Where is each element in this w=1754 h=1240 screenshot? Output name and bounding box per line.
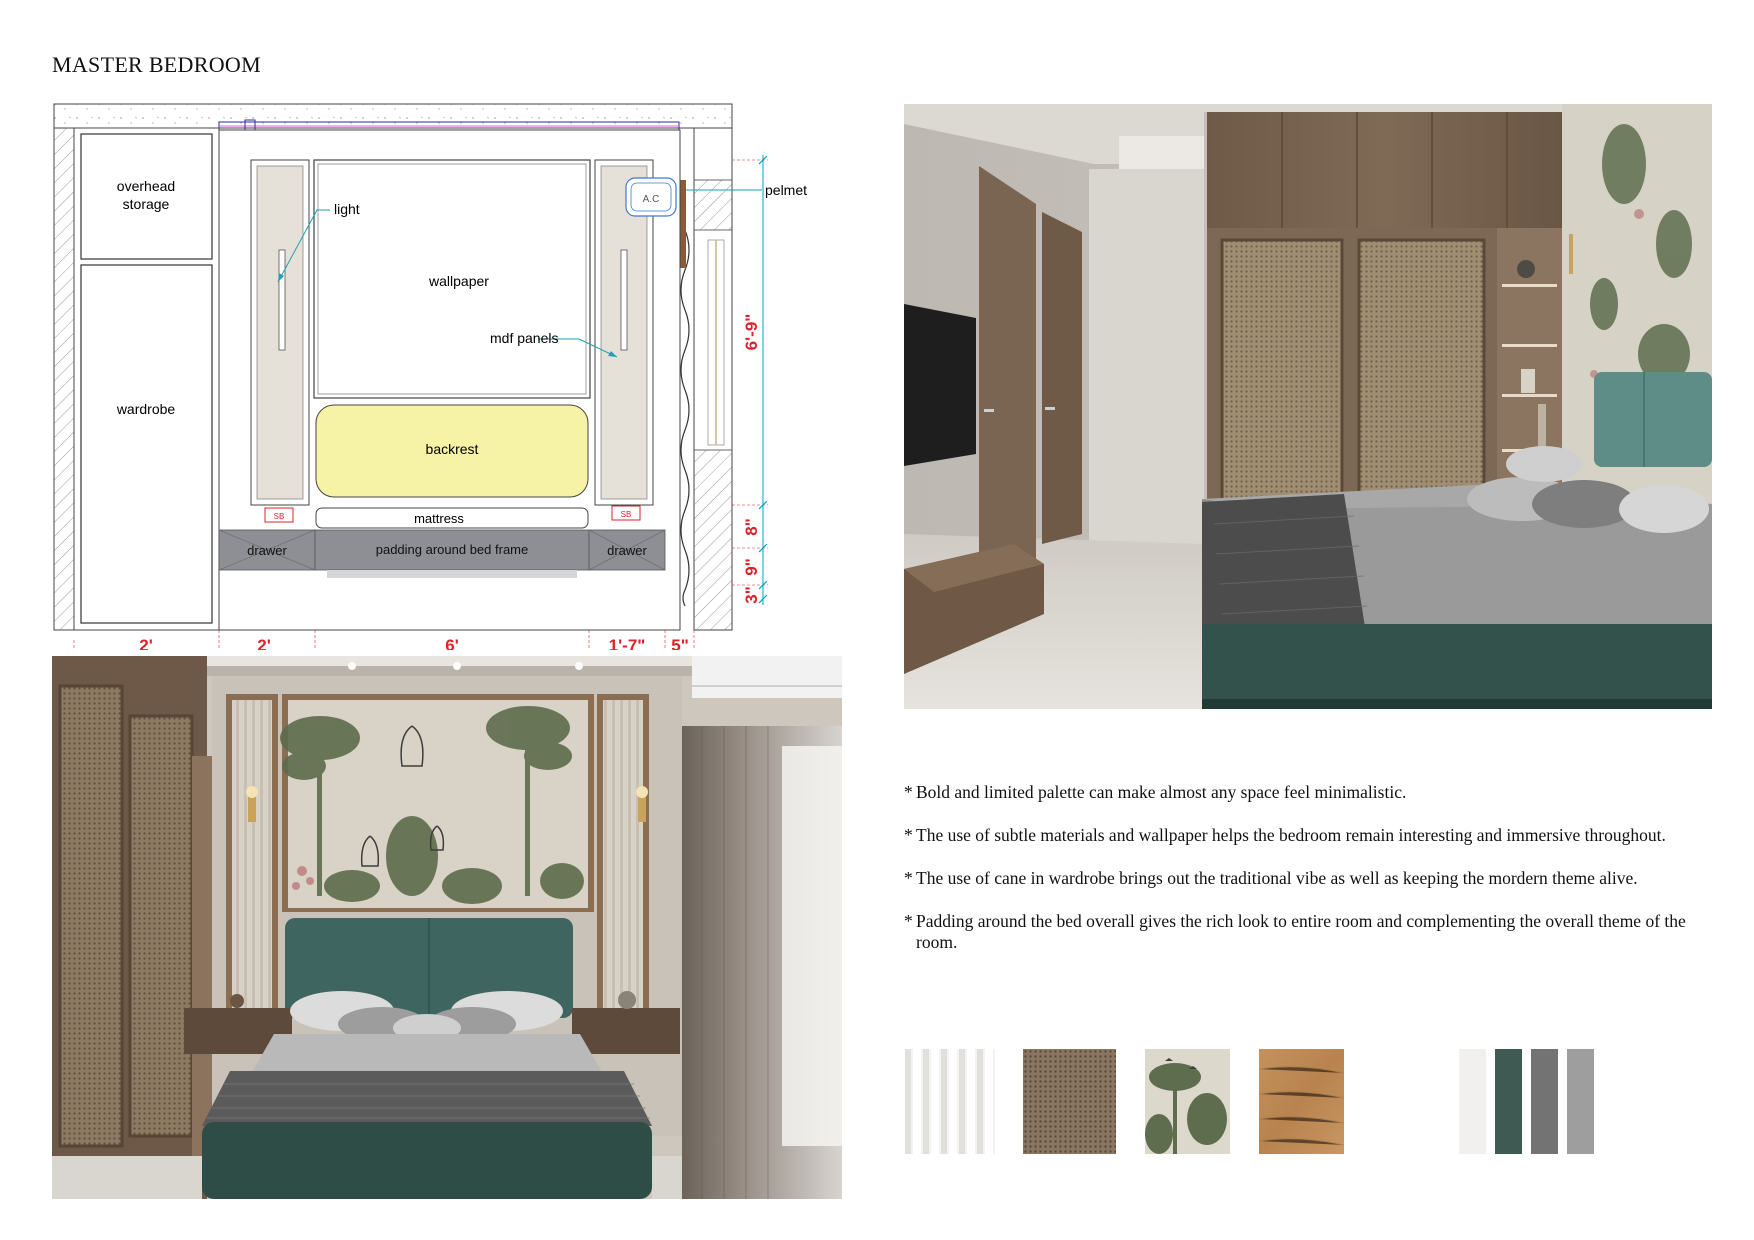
drawer-left-label: drawer — [247, 543, 287, 558]
curtain-line — [681, 230, 689, 606]
pelmet-label: pelmet — [765, 182, 808, 198]
bedroom-front-view-render — [52, 656, 842, 1199]
wall-light-right — [621, 250, 627, 350]
dim-side-panel: 2' — [257, 636, 271, 650]
note-text: Padding around the bed overall gives the rich look to entire room and complementing the overall theme of the room. — [916, 911, 1686, 952]
cane-weave-swatch — [1023, 1049, 1116, 1154]
overhead-storage-label-2: storage — [122, 196, 170, 212]
padding-label: padding around bed frame — [375, 542, 529, 557]
note-bullet: * — [904, 782, 913, 802]
dim-height-8: 8" — [742, 518, 761, 536]
dim-curtain: 5" — [671, 636, 689, 650]
color-palette — [1459, 1049, 1594, 1154]
note-item — [904, 868, 1694, 889]
note-bullet: * — [904, 911, 913, 931]
dim-height-9: 9" — [742, 558, 761, 576]
drawer-right-label: drawer — [607, 543, 647, 558]
backrest-label: backrest — [425, 441, 479, 457]
note-item — [904, 782, 1694, 803]
note-bullet: * — [904, 868, 913, 888]
note-text: The use of subtle materials and wallpaper helps the bedroom remain interesting and immersive throughout. — [916, 825, 1666, 845]
note-bullet: * — [904, 825, 913, 845]
bedroom-side-view-render — [904, 104, 1712, 709]
mdf-panels-label: mdf panels — [490, 330, 559, 346]
dim-bed: 6' — [445, 636, 459, 650]
note-item — [904, 825, 1694, 846]
dim-height-total: 6'-9" — [742, 313, 761, 351]
bed-wall-elevation-drawing — [52, 100, 852, 650]
switchboard-left-label: SB — [273, 512, 285, 521]
light-label: light — [334, 201, 360, 217]
note-text: The use of cane in wardrobe brings out the traditional vibe as well as keeping the mordern theme alive. — [916, 868, 1638, 888]
left-wall — [54, 128, 74, 630]
pelmet — [680, 180, 686, 268]
wardrobe-label: wardrobe — [116, 401, 176, 417]
ceiling-slab — [54, 104, 732, 128]
light-oak-veneer-swatch — [1259, 1049, 1344, 1154]
switchboard-right-label: SB — [620, 510, 632, 519]
design-notes — [904, 782, 1694, 975]
mattress-label: mattress — [414, 511, 464, 526]
note-item — [904, 911, 1694, 953]
wallpaper-label: wallpaper — [429, 273, 489, 289]
wall-light-left — [279, 250, 285, 350]
dim-height-3: 3" — [742, 586, 761, 604]
note-text: Bold and limited palette can make almost any space feel minimalistic. — [916, 782, 1407, 802]
ac-label: A.C — [642, 194, 660, 205]
overhead-storage-label: overhead — [116, 178, 176, 194]
dim-wardrobe: 2' — [139, 636, 153, 650]
botanical-wallpaper-swatch — [1145, 1049, 1230, 1154]
palette-chip-offwhite — [1459, 1049, 1486, 1154]
palette-chip-grey — [1531, 1049, 1558, 1154]
wardrobe — [81, 265, 212, 623]
dim-right-panel: 1'-7" — [608, 636, 646, 650]
page-title: MASTER BEDROOM — [52, 52, 261, 77]
palette-chip-green — [1495, 1049, 1522, 1154]
fluted-white-panel-swatch — [905, 1049, 995, 1154]
palette-chip-lightgrey — [1567, 1049, 1594, 1154]
